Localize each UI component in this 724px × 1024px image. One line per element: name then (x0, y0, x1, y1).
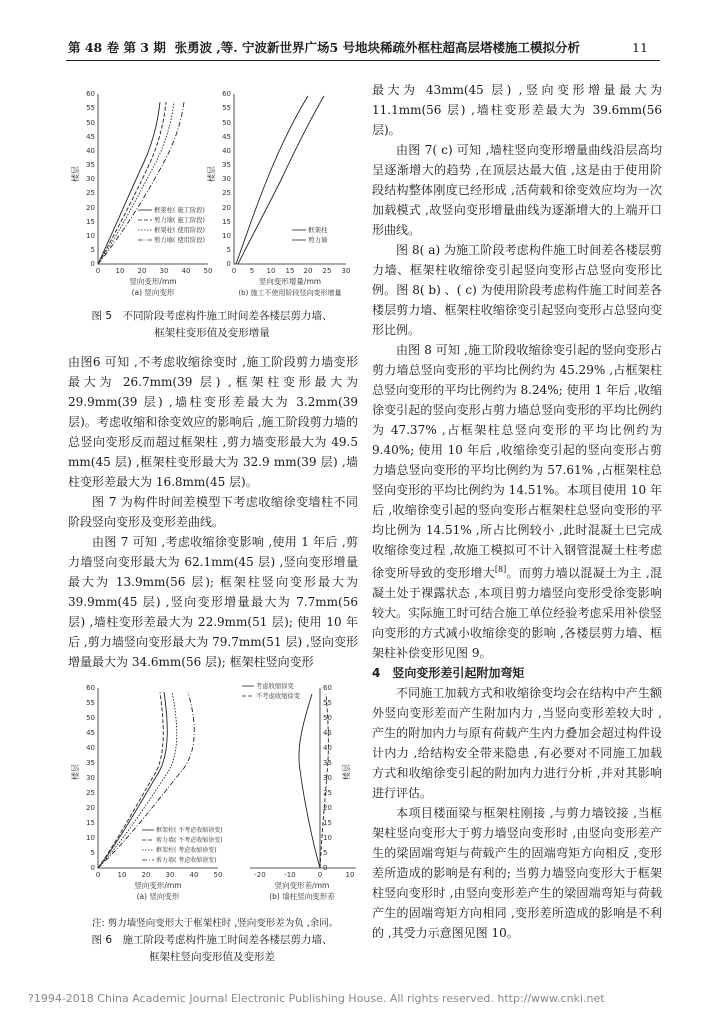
ytick: 10 (86, 232, 95, 240)
paragraph: 最大为 43mm(45 层) ,竖向变形增量最大为 11.1mm(56 层) ,墙柱变形差最大为 39.6mm(56 层)。 (372, 83, 662, 137)
xtick: 0 (317, 871, 323, 879)
ytick: 20 (86, 804, 95, 812)
ytick: 30 (86, 774, 95, 782)
ytick: 30 (86, 175, 95, 183)
curve-wall-no-creep (98, 692, 163, 868)
fig6a-yticks (86, 684, 95, 872)
ytick: 50 (222, 119, 231, 127)
ytick: 15 (222, 218, 231, 226)
xtick: 40 (181, 267, 191, 275)
paragraph-part: 。而剪力墙以混凝土为主 ,混凝土处于裸露状态 ,本项目剪力墙竖向变形受徐变影响较大。实际施工时可结合施工单位经验考虑采用补偿竖向变形的方式减小收缩徐变的影响 ,各楼层剪力墙、框架柱补偿变形见图 9。 (372, 566, 662, 660)
legend-entry: 考虑收缩徐变 (256, 683, 294, 690)
fig5-caption-line1: 图 5 不同阶段考虑构件施工时间差各楼层剪力墙、 (91, 310, 333, 322)
fig6a-subtitle: (a) 竖向变形 (136, 892, 180, 901)
paragraph (372, 340, 662, 663)
xtick: 25 (322, 267, 332, 275)
paragraph: 本项目楼面梁与框架柱刚接 ,与剪力墙铰接 ,当框架柱竖向变形大于剪力墙竖向变形时 ,由竖向变形差产生的梁固端弯矩与荷载产生的固端弯矩方向相反 ,变形差所造成的影响是有利的; 当剪力墙竖向变形大于框架柱竖向变形时 ,由竖向变形差产生的梁固端弯矩与荷载产生的固端弯矩方向相同 ,变形差所造成的影响是不利的 ,其受力示意图见图 10。 (372, 806, 662, 940)
legend-entry: 框架柱( 使用阶段) (154, 227, 205, 234)
header-title: 宁波新世界广场5 号地块稀疏外框柱超高层塔楼施工模拟分析 (242, 40, 581, 55)
paragraph: 图 7 为构件时间差模型下考虑收缩徐变墙柱不同阶段竖向变形及变形差曲线。 (68, 495, 358, 529)
xtick: -10 (284, 871, 296, 879)
ytick: 60 (323, 684, 332, 692)
ytick: 45 (323, 729, 332, 737)
ytick: 35 (323, 759, 332, 767)
fig5a-xticks (96, 267, 213, 275)
ytick: 30 (323, 774, 332, 782)
ytick: 5 (90, 246, 95, 254)
fig5a-legend (138, 205, 205, 244)
xtick: 10 (115, 267, 125, 275)
ytick: 35 (222, 161, 231, 169)
xtick: 15 (285, 267, 295, 275)
citation-ref: [8] (494, 565, 507, 574)
fig5a-subtitle: (a) 竖向变形 (131, 288, 175, 297)
fig5b-legend (292, 225, 328, 244)
ytick: 40 (323, 744, 332, 752)
legend-entry: 剪力墙( 不考虑收缩徐变) (156, 837, 223, 844)
ytick: 40 (222, 147, 231, 155)
fig6b-xticks (254, 871, 354, 879)
xtick: 50 (203, 267, 213, 275)
fig6-caption-line1: 图 6 施工阶段考虑构件施工时间差各楼层剪力墙、 (91, 934, 333, 946)
fig6b-chart (222, 680, 362, 910)
ytick: 25 (86, 789, 95, 797)
ytick: 10 (323, 834, 332, 842)
xtick: 5 (249, 267, 255, 275)
fig6b-xlabel: 竖向变形差/mm (274, 881, 330, 890)
ytick: 10 (222, 232, 231, 240)
xtick: 20 (137, 267, 147, 275)
ytick: 40 (86, 147, 95, 155)
xtick: 10 (117, 871, 127, 879)
legend-entry: 剪力墙( 考虑收缩徐变) (156, 857, 217, 864)
running-header (68, 38, 668, 56)
ytick: 5 (226, 246, 231, 254)
fig6b-legend (242, 681, 301, 700)
fig5a-ylabel: 楼层 (71, 166, 80, 182)
ytick: 45 (86, 133, 95, 141)
fig6b-subtitle: (b) 墙柱竖向变形差 (269, 892, 335, 901)
fig6a-xticks (96, 871, 223, 879)
paragraph: 由图 7 可知 ,考虑收缩徐变影响 ,使用 1 年后 ,剪力墙竖向变形最大为 62.1mm(45 层) ,竖向变形增量最大为 13.9mm(56 层); 框架柱竖向变形最大为 39.9mm(45 层) ,竖向变形增量最大为 7.7mm(56 层) ,墙柱变形差最大为 22.9mm(51 层); 使用 10 年后 ,剪力墙竖向变形最大为 79.7mm(51 层) ,竖向变形增量最大为 34.6mm(56 层); 框架柱竖向变形 (68, 535, 358, 669)
ytick: 15 (86, 218, 95, 226)
fig5b-chart (196, 82, 356, 304)
fig6-note: 注: 剪力墙竖向变形大于框架柱时 ,竖向变形差为负 ,余同。 (92, 918, 339, 929)
xtick: 50 (213, 871, 223, 879)
xtick: 0 (95, 267, 101, 275)
ytick: 15 (86, 819, 95, 827)
xtick: 40 (189, 871, 199, 879)
ytick: 15 (323, 819, 332, 827)
xtick: 0 (95, 871, 101, 879)
paragraph: 由图6 可知 ,不考虑收缩徐变时 ,施工阶段剪力墙变形最大为 26.7mm(39 层) ,框架柱变形最大为 29.9mm(39 层) ,墙柱变形差最大为 3.2mm(39 层)。考虑收缩和徐变效应的影响后 ,施工阶段剪力墙的总竖向变形反而超过框架柱 ,剪力墙变形最大为 49.5 mm(45 层) ,框架柱变形最大为 32.9 mm(39 层) ,墙柱变形差最大为 16.8mm(45 层)。 (68, 355, 358, 489)
journal-volume: 第 48 卷 第 3 期 (68, 40, 166, 55)
legend-entry: 框架柱( 不考虑收缩徐变) (156, 827, 223, 834)
ytick: 45 (222, 133, 231, 141)
fig5b-yticks (222, 90, 231, 268)
xtick: 30 (165, 871, 175, 879)
fig6-caption (62, 932, 362, 966)
fig6a-chart (68, 680, 228, 910)
curve-column-increment (236, 96, 308, 264)
xtick: 10 (345, 871, 355, 879)
ytick: 20 (86, 204, 95, 212)
xtick: 0 (231, 267, 237, 275)
legend-entry: 框架柱( 考虑收缩徐变) (156, 847, 217, 854)
ytick: 10 (86, 834, 95, 842)
ytick: 20 (323, 804, 332, 812)
ytick: 55 (86, 699, 95, 707)
ytick: 50 (86, 714, 95, 722)
fig6a-xlabel: 竖向变形/mm (134, 881, 182, 890)
ytick: 55 (222, 104, 231, 112)
ytick: 20 (222, 204, 231, 212)
ytick: 55 (323, 699, 332, 707)
paragraph-part: 由图 8 可知 ,施工阶段收缩徐变引起的竖向变形占剪力墙总竖向变形的平均比例约为 45.29% ,占框架柱总竖向变形的平均比例约为 8.24%; 使用 1 年后 ,收缩徐变引起的竖向变形占剪力墙总竖向变形的平均比例约为 47.37% ,占框架柱总竖向变形的平均比例约为 9.40%; 使用 10 年后 ,收缩徐变引起的竖向变形占剪力墙总竖向变形的平均比例约为 57.61% ,占框架柱总竖向变形的平均比例约为 14.51%。本项目使用 10 年后 ,收缩徐变引起的竖向变形占框架柱总竖向变形的平均比例为 14.51% ,所占比例较小 ,此时混凝土已完成收缩徐变过程 ,故施工模拟可不计入钢管混凝土柱考虑徐变所导致的变形增大 (372, 343, 662, 580)
fig6a-ylabel: 楼层 (71, 764, 80, 780)
ytick: 50 (323, 714, 332, 722)
ytick: 0 (226, 260, 231, 268)
fig6-caption-line2: 框架柱竖向变形值及变形差 (149, 951, 275, 963)
fig5a-yticks (86, 90, 95, 268)
ytick: 45 (86, 729, 95, 737)
legend-entry: 剪力墙( 施工阶段) (154, 217, 205, 224)
xtick: 20 (141, 871, 151, 879)
fig5a-xlabel: 竖向变形/mm (129, 277, 177, 286)
ytick: 25 (222, 189, 231, 197)
ytick: 55 (86, 104, 95, 112)
ytick: 25 (86, 189, 95, 197)
fig6b-ylabel: 楼层 (342, 764, 351, 780)
right-column-text (372, 80, 662, 943)
fig5b-subtitle: (b) 施工不使用阶段竖向变形增量 (238, 289, 342, 297)
ytick: 30 (222, 175, 231, 183)
ytick: 0 (323, 864, 328, 872)
fig5b-xticks (232, 267, 351, 275)
curve-diff-creep (299, 694, 320, 868)
ytick: 5 (90, 849, 95, 857)
xtick: 30 (341, 267, 351, 275)
paragraph: 不同施工加载方式和收缩徐变均会在结构中产生额外竖向变形差而产生附加内力 ,当竖向变形差较大时 ,产生的附加内力与原有荷载产生内力叠加会超过构件设计内力 ,给结构安全带来隐患 ,有必要对不同施工加载方式和收缩徐变引起的附加内力进行分析 ,并对其影响进行评估。 (372, 686, 662, 800)
paragraph: 由图 7( c) 可知 ,墙柱竖向变形增量曲线沿层高均呈逐渐增大的趋势 ,在顶层达最大值 ,这是由于使用阶段结构整体刚度已经形成 ,活荷载和徐变效应均为一次加载模式 ,故竖向变形增量曲线为逐渐增大的上端开口形曲线。 (372, 143, 662, 237)
ytick: 60 (222, 90, 231, 98)
ytick: 50 (86, 119, 95, 127)
paragraph: 图 8( a) 为施工阶段考虑构件施工时间差各楼层剪力墙、框架柱收缩徐变引起竖向变形占总竖向变形比例。图 8( b) 、( c) 为使用阶段考虑构件施工时间差各楼层剪力墙、框架柱收缩徐变引起竖向变形占总竖向变形比例。 (372, 243, 662, 337)
legend-entry: 框架柱 (308, 226, 328, 234)
ytick: 0 (90, 260, 95, 268)
xtick: -20 (254, 871, 266, 879)
fig5-caption (62, 308, 362, 342)
legend-entry: 剪力墙( 使用阶段) (154, 237, 205, 244)
ytick: 60 (86, 90, 95, 98)
ytick: 60 (86, 684, 95, 692)
xtick: 30 (159, 267, 169, 275)
ytick: 40 (86, 744, 95, 752)
xtick: 10 (266, 267, 276, 275)
ytick: 5 (323, 849, 328, 857)
header-rule (66, 60, 660, 61)
ytick: 0 (90, 864, 95, 872)
legend-entry: 不考虑收缩徐变 (256, 693, 301, 700)
ytick: 35 (86, 161, 95, 169)
ytick: 25 (323, 789, 332, 797)
page-number: 11 (632, 40, 648, 55)
legend-entry: 框架柱( 施工阶段) (154, 207, 205, 214)
xtick: 20 (303, 267, 313, 275)
fig6a-legend (142, 826, 223, 864)
left-column-text (68, 352, 358, 672)
fig5b-xlabel: 竖向变形增量/mm (258, 277, 322, 286)
fig5-caption-line2: 框架柱变形值及变形增量 (154, 327, 270, 339)
ytick: 35 (86, 759, 95, 767)
fig5b-ylabel: 楼层 (207, 166, 216, 182)
copyright-footer: ?1994-2018 China Academic Journal Electronic Publishing House. All rights reserved. http://www.cnki.net (28, 992, 605, 1005)
section-heading: 4 竖向变形差引起附加弯矩 (372, 666, 525, 680)
legend-entry: 剪力墙 (308, 236, 328, 244)
header-authors: 张勇波 ,等. (174, 40, 238, 55)
